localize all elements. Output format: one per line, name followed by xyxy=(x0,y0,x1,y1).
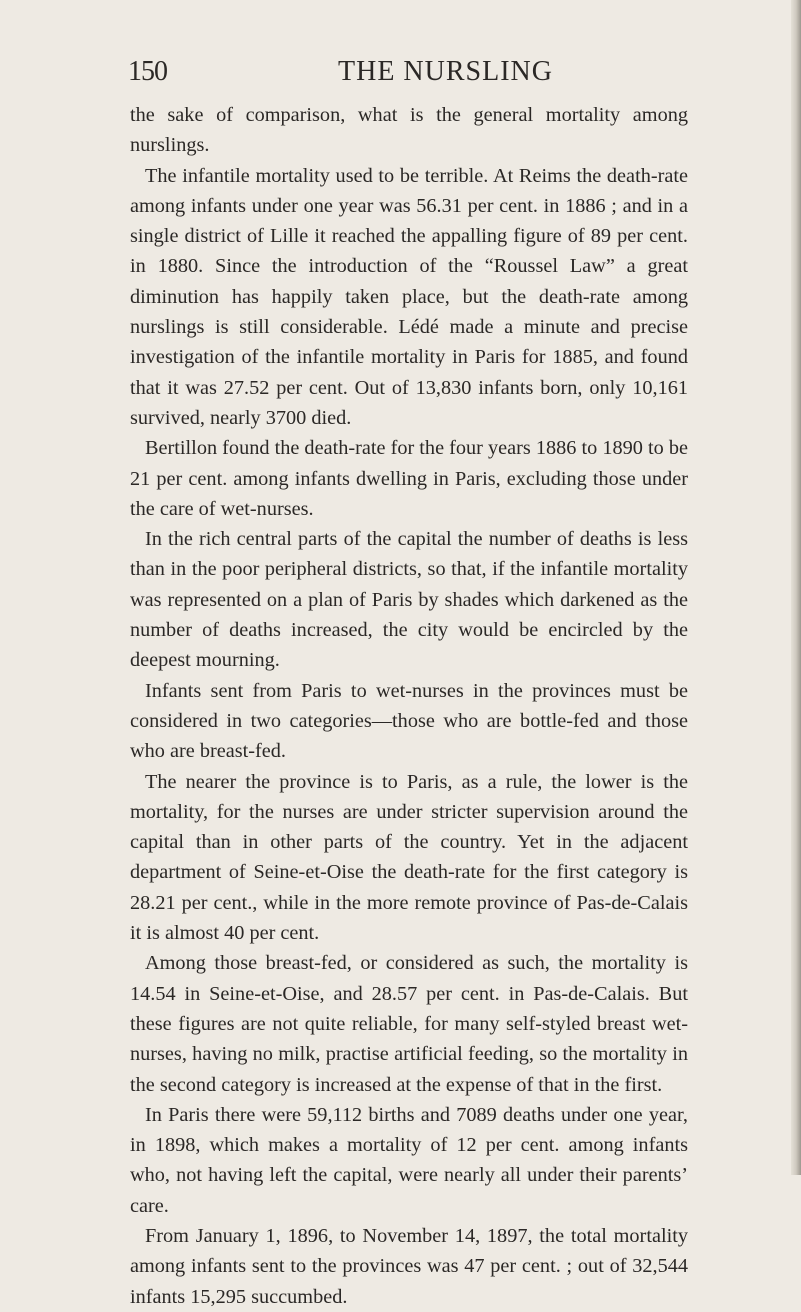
paragraph: Infants sent from Paris to wet-nurses in the provinces must be considered in two categories—those who are bottle-fed and those who are breast-fed. xyxy=(130,679,688,763)
paragraph: the sake of comparison, what is the general mortality among nurslings. xyxy=(130,104,688,157)
page-edge xyxy=(791,0,801,1175)
page-number: 150 xyxy=(128,56,167,87)
body-text xyxy=(130,100,688,1312)
paragraph: The nearer the province is to Paris, as a rule, the lower is the mortality, for the nurses are under stricter supervision around the capital than in other parts of the country. Yet in the adjacent department of Seine-et-Oise the death-rate for the first category is 28.21 per cent., while in the more remote province of Pas-de-Calais it is almost 40 per cent. xyxy=(130,770,688,945)
paragraph: Among those breast-fed, or considered as such, the mortality is 14.54 in Seine-et-Oise, and 28.57 per cent. in Pas-de-Calais. But these figures are not quite reliable, for many self-styled breast wet-nurses, having no milk, practise artificial feeding, so the mortality in the second category is increased at the expense of that in the first. xyxy=(130,952,688,1096)
page-header xyxy=(128,56,688,96)
paragraph: From January 1, 1896, to November 14, 1897, the total mortality among infants sent to the provinces was 47 per cent. ; out of 32,544 infants 15,295 succumbed. xyxy=(130,1224,688,1308)
paragraph: In the rich central parts of the capital the number of deaths is less than in the poor peripheral districts, so that, if the infantile mortality was represented on a plan of Paris by shades which darkened as the number of deaths increased, the city would be encircled by the deepest mourning. xyxy=(130,528,688,672)
paragraph: The infantile mortality used to be terrible. At Reims the death-rate among infants under one year was 56.31 per cent. in 1886 ; and in a single district of Lille it reached the appalling figure of 89 per cent. in 1880. Since the introduction of the “Roussel Law” a great diminution has happily taken place, but the death-rate among nurslings is still considerable. Lédé made a minute and precise investigation of the infantile mortality in Paris for 1885, and found that it was 27.52 per cent. Out of 13,830 infants born, only 10,161 survived, nearly 3700 died. xyxy=(130,164,688,429)
paragraph: In Paris there were 59,112 births and 7089 deaths under one year, in 1898, which makes a mortality of 12 per cent. among infants who, not having left the capital, were nearly all under their parents’ care. xyxy=(130,1103,688,1217)
running-title: THE NURSLING xyxy=(338,56,553,87)
paragraph: Bertillon found the death-rate for the four years 1886 to 1890 to be 21 per cent. among infants dwelling in Paris, excluding those under the care of wet-nurses. xyxy=(130,437,688,520)
